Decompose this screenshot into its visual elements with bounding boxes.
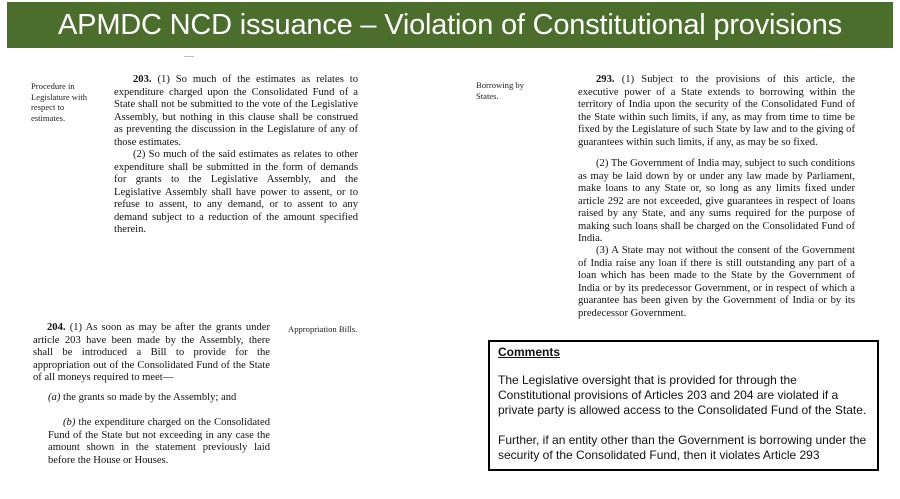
- margin-note-203: Procedure in Legislature with respect to estimates.: [31, 81, 88, 123]
- article-203-clause-1: [114, 74, 358, 149]
- article-204-item-b: [48, 417, 270, 467]
- margin-note-293: Borrowing by States.: [476, 80, 524, 101]
- article-204-item-a: [33, 392, 270, 405]
- title-banner: [7, 2, 893, 48]
- article-293-clause-1-text: (1) Subject to the provisions of this article, the executive power of a State extends to borrowing within the territory of India upon the security of the Consolidated Fund of the State within such limits, if any, as may from time to time be fixed by the Legislature of such State by law and to the giving of guarantees within such limits, if any, as may be so fixed.: [578, 74, 855, 148]
- article-293-clause-3: (3) A State may not without the consent of the Government of India raise any loan if there is still outstanding any part of a loan which has been made to the State by the Government of India or by its predecessor Government, or in respect of which a guarantee has been given by the Government of India or by its predecessor Government.: [578, 245, 855, 319]
- item-b-text: the expenditure charged on the Consolidated Fund of the State but not exceeding in any case the amount shown in the statement previously laid before the House or Houses.: [48, 417, 270, 466]
- article-203-clause-1-text: (1) So much of the estimates as relates to expenditure charged upon the Consolidated Fund of a State shall not be submitted to the vote of the Legislative Assembly, but nothing in this clause shall be construed as preventing the discussion in the Legislature of any of those estimates.: [114, 74, 358, 148]
- margin-note-204: Appropriation Bills.: [288, 324, 358, 334]
- slide-title: APMDC NCD issuance – Violation of Constitutional provisions: [58, 8, 842, 41]
- scan-artifact: [184, 56, 194, 63]
- article-203-clause-2: (2) So much of the said estimates as relates to other expenditure shall be submitted in the form of demands for grants to the Legislative Assembly, and the Legislative Assembly shall have power to assent, or to refuse to assent, to any demand, or to assent to any demand subject to a reduction of the amount specified therein.: [114, 149, 358, 236]
- article-293-number: 293.: [596, 74, 615, 85]
- item-b-label: (b): [63, 417, 76, 428]
- comments-box: [488, 340, 879, 471]
- comments-title: Comments: [498, 345, 561, 359]
- article-293-clause-2: (2) The Government of India may, subject to such conditions as may be laid down by or under any law made by Parliament, make loans to any State or, so long as any limits fixed under article 292 are not exceeded, give guarantees in respect of loans raised by any State, and any sums required for the purpose of making such loans shall be charged on the Consolidated Fund of India.: [578, 158, 855, 245]
- comments-paragraph-2: Further, if an entity other than the Government is borrowing under the security of the Consolidated Fund, then it violates Article 293: [498, 433, 867, 462]
- article-203-number: 203.: [133, 74, 152, 85]
- item-a-text: the grants so made by the Assembly; and: [60, 392, 237, 403]
- article-204-number: 204.: [47, 322, 66, 333]
- article-204-clause-1-text: (1) As soon as may be after the grants under article 203 have been made by the Assembly, there shall be introduced a Bill to provide for the appropriation out of the Consolidated Fund of the State of all moneys required to meet—: [33, 322, 270, 384]
- article-293-clause-1: [578, 74, 855, 149]
- comments-paragraph-1: The Legislative oversight that is provided for through the Constitutional provisions of Articles 203 and 204 are violated if a private party is allowed access to the Consolidated Fund of the State.: [498, 373, 867, 417]
- item-a-label: (a): [48, 392, 61, 403]
- article-204-clause-1: [33, 322, 270, 385]
